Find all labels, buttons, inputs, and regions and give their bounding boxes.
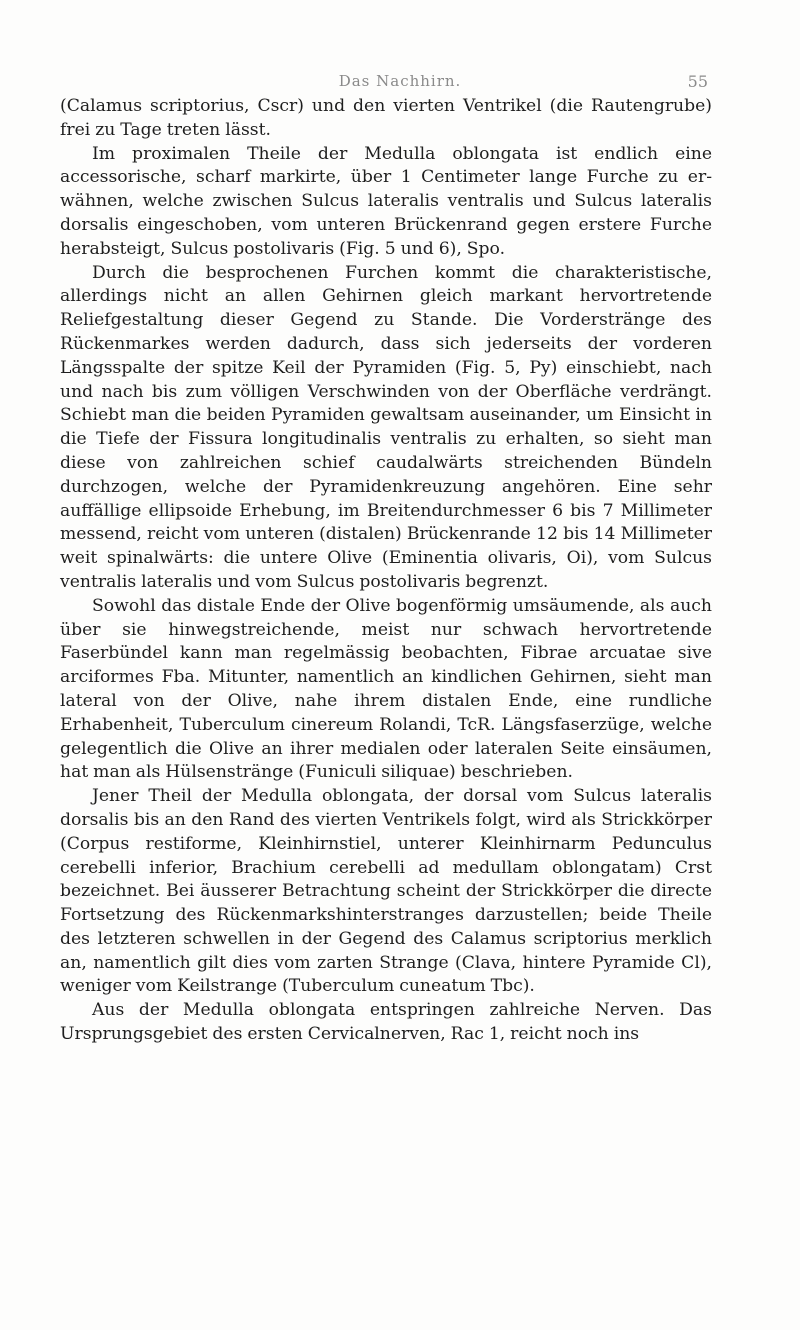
paragraph-strickkoerper: Jener Theil der Medulla oblongata, der dorsal vom Sulcus lateralis dorsalis bis an den Rand des vierten Ventrikels folgt, wird als Strickkörper (Corpus restiforme, Kleinhirnstiel, unterer Kleinhirnarm Pedunculus cerebelli inferior, Brachium cerebelli ad medullam oblongatam) Crst bezeichnet. Bei äusserer Betrachtung scheint der Strickkörper die directe Fortsetzung des Rückenmarkshinterstranges darzustellen; beide Theile des letzteren schwellen in der Gegend des Calamus scriptorius merklich an, namentlich gilt dies vom zarten Strange (Clava, hintere Pyramide Cl), weniger vom Keilstrange (Tuberculum cuneatum Tbc). — [60, 786, 712, 997]
paragraph-fibrae-arcuatae: Sowohl das distale Ende der Olive bogenförmig umsäumende, als auch über sie hinwegstreichende, meist nur schwach hervortretende Faserbündel kann man regelmässig beobachten, Fibrae arcuatae sive arciformes Fba. Mitunter, namentlich an kindlichen Gehirnen, sieht man lateral von der Olive, nahe ihrem distalen Ende, eine rundliche Erhabenheit, Tuberculum cinereum Rolandi, TcR. Längsfaserzüge, welche gelegentlich die Olive an ihrer medialen oder lateralen Seite einsäumen, hat man als Hülsenstränge (Funiculi siliquae) beschrieben. — [60, 595, 712, 783]
running-header-title: Das Nachhirn. — [338, 72, 462, 90]
paragraph-relief-pyramids-olive: Durch die besprochenen Furchen kommt die charakteristische, allerdings nicht an allen Gehirnen gleich markant hervortretende Reliefgestaltung dieser Gegend zu Stande. Die Vorderstränge des Rückenmarkes werden dadurch, dass sich jederseits der vorderen Längsspalte der spitze Keil der Pyramiden (Fig. 5, Py) einschiebt, nach und nach bis zum völligen Verschwinden von der Oberfläche verdrängt. Schiebt man die beiden Pyramiden gewaltsam auseinander, um Einsicht in die Tiefe der Fissura longitudinalis ventralis zu erhalten, so sieht man diese von zahlreichen schief caudalwärts streichenden Bündeln durchzogen, welche der Pyramidenkreuzung angehören. Eine sehr auffällige ellipsoide Erhebung, im Breitendurchmesser 6 bis 7 Millimeter messend, reicht vom unteren (distalen) Brückenrande 12 bis 14 Millimeter weit spinalwärts: die untere Olive (Eminentia olivaris, Oi), vom Sulcus ventralis lateralis und vom Sulcus postolivaris begrenzt. — [60, 262, 712, 592]
paragraph-nerven: Aus der Medulla oblongata entspringen zahlreiche Nerven. Das Ursprungsgebiet des ersten Cervicalnerven, Rac 1, reicht noch ins — [60, 1000, 712, 1045]
page-number: 55 — [687, 72, 708, 91]
running-header — [0, 72, 800, 96]
body-text — [60, 95, 712, 1047]
paragraph-sulcus-postolivaris: Im proximalen Theile der Medulla oblongata ist endlich eine accessorische, scharf markirte, über 1 Centimeter lange Furche zu erwähnen, welche zwischen Sulcus lateralis ventralis und Sulcus lateralis dorsalis eingeschoben, vom unteren Brückenrand gegen erstere Furche herabsteigt, Sulcus postolivaris (Fig. 5 und 6), Spo. — [60, 143, 712, 259]
paragraph-continuation: (Calamus scriptorius, Cscr) und den vierten Ventrikel (die Rautengrube) frei zu Tage treten lässt. — [60, 96, 712, 140]
